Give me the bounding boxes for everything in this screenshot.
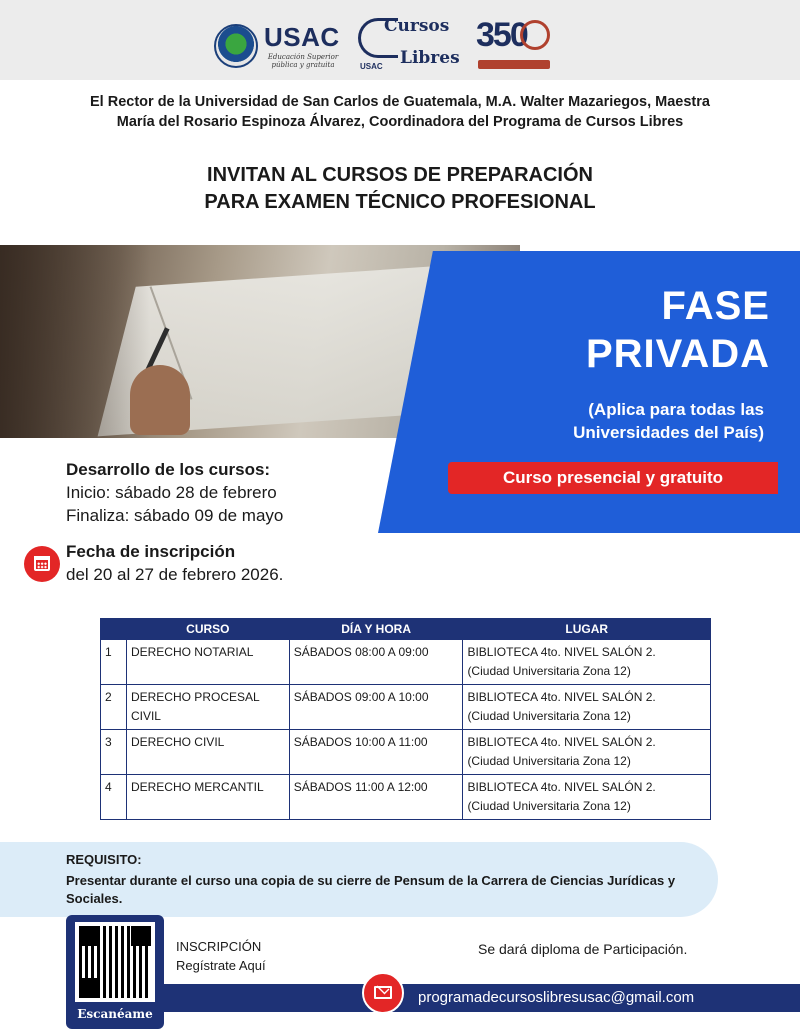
header-dia-hora: DÍA Y HORA [289, 619, 463, 640]
cursos-libres-logo [358, 10, 468, 76]
row-lugar-line-2: (Ciudad Universitaria Zona 12) [467, 664, 631, 678]
table-header-row [101, 619, 711, 640]
requirement-title: REQUISITO: [66, 852, 142, 867]
page-title [40, 162, 760, 216]
registration-heading: Fecha de inscripción [66, 542, 236, 561]
signup-line-2: Regístrate Aquí [176, 958, 266, 973]
anniversary-ring-icon [520, 20, 550, 50]
row-curso: DERECHO MERCANTIL [126, 775, 289, 820]
anniversary-band [478, 60, 550, 69]
table-row [101, 640, 711, 685]
row-hora: SÁBADOS 08:00 A 09:00 [289, 640, 463, 685]
row-number: 3 [101, 730, 127, 775]
row-hora: SÁBADOS 09:00 A 10:00 [289, 685, 463, 730]
row-curso: DERECHO NOTARIAL [126, 640, 289, 685]
schedule-start: Inicio: sábado 28 de febrero [66, 483, 277, 502]
anniversary-number: 350 [476, 16, 527, 54]
row-number: 1 [101, 640, 127, 685]
qr-code[interactable] [75, 922, 155, 1002]
course-schedule [66, 458, 283, 527]
table-row [101, 685, 711, 730]
row-lugar-line-2: (Ciudad Universitaria Zona 12) [467, 799, 631, 813]
phase-note-line-2: Universidades del País) [573, 423, 764, 442]
row-number: 4 [101, 775, 127, 820]
phase-title-line-2: PRIVADA [585, 332, 770, 376]
header-band [0, 0, 800, 80]
phase-title-line-1: FASE [661, 284, 770, 328]
calendar-icon [24, 546, 60, 582]
contact-email[interactable]: programadecursoslibresusac@gmail.com [418, 989, 695, 1006]
row-lugar-line-1: BIBLIOTECA 4to. NIVEL SALÓN 2. [467, 690, 656, 704]
table-row [101, 730, 711, 775]
row-lugar [463, 730, 711, 775]
row-curso: DERECHO PROCESAL CIVIL [126, 685, 289, 730]
title-line-1: INVITAN AL CURSOS DE PREPARACIÓN [207, 164, 593, 186]
header-curso: CURSO [126, 619, 289, 640]
phase-note-line-1: (Aplica para todas las [588, 400, 764, 419]
qr-pattern [79, 926, 151, 998]
row-lugar-line-1: BIBLIOTECA 4to. NIVEL SALÓN 2. [467, 645, 656, 659]
row-lugar-line-2: (Ciudad Universitaria Zona 12) [467, 709, 631, 723]
row-hora: SÁBADOS 10:00 A 11:00 [289, 730, 463, 775]
row-curso: DERECHO CIVIL [126, 730, 289, 775]
phase-note [450, 398, 764, 444]
phase-title [440, 282, 770, 378]
row-lugar-line-1: BIBLIOTECA 4to. NIVEL SALÓN 2. [467, 780, 656, 794]
schedule-heading: Desarrollo de los cursos: [66, 460, 271, 479]
usac-logo [214, 20, 346, 76]
mail-icon [362, 972, 404, 1014]
header-lugar: LUGAR [463, 619, 711, 640]
registration-dates [66, 540, 283, 586]
row-lugar [463, 640, 711, 685]
intro-text [20, 92, 780, 132]
header-number [101, 619, 127, 640]
cursos-logo-sub: USAC [360, 62, 383, 71]
signup-line-1: INSCRIPCIÓN [176, 939, 262, 954]
schedule-end: Finaliza: sábado 09 de mayo [66, 506, 284, 525]
title-line-2: PARA EXAMEN TÉCNICO PROFESIONAL [204, 191, 596, 213]
row-lugar-line-1: BIBLIOTECA 4to. NIVEL SALÓN 2. [467, 735, 656, 749]
signup-text [176, 937, 266, 975]
row-lugar-line-2: (Ciudad Universitaria Zona 12) [467, 754, 631, 768]
anniversary-logo [476, 16, 556, 74]
course-table-grid [100, 618, 711, 820]
requirement-text: Presentar durante el curso una copia de su cierre de Pensum de la Carrera de Ciencias Jurídicas y Sociales. [66, 873, 676, 906]
row-hora: SÁBADOS 11:00 A 12:00 [289, 775, 463, 820]
row-lugar [463, 685, 711, 730]
photo-shadow [0, 245, 150, 438]
table-row [101, 775, 711, 820]
registration-range: del 20 al 27 de febrero 2026. [66, 565, 284, 584]
usac-seal-icon [214, 24, 258, 68]
usac-logo-text: USAC [264, 22, 340, 52]
intro-line-1: El Rector de la Universidad de San Carlos de Guatemala, M.A. Walter Mazariegos, Maestra [90, 94, 710, 110]
course-table [100, 618, 711, 820]
course-type-badge: Curso presencial y gratuito [448, 462, 778, 494]
qr-label: Escanéame [77, 1007, 153, 1021]
intro-line-2: María del Rosario Espinoza Álvarez, Coordinadora del Programa de Cursos Libres [116, 114, 684, 130]
hand [130, 365, 190, 435]
usac-tagline: Educación Superior pública y gratuita [267, 53, 339, 69]
cursos-logo-line1: Cursos [384, 16, 450, 36]
row-number: 2 [101, 685, 127, 730]
row-lugar [463, 775, 711, 820]
cursos-logo-line2: Libres [400, 48, 460, 68]
diploma-note: Se dará diploma de Participación. [478, 941, 688, 957]
